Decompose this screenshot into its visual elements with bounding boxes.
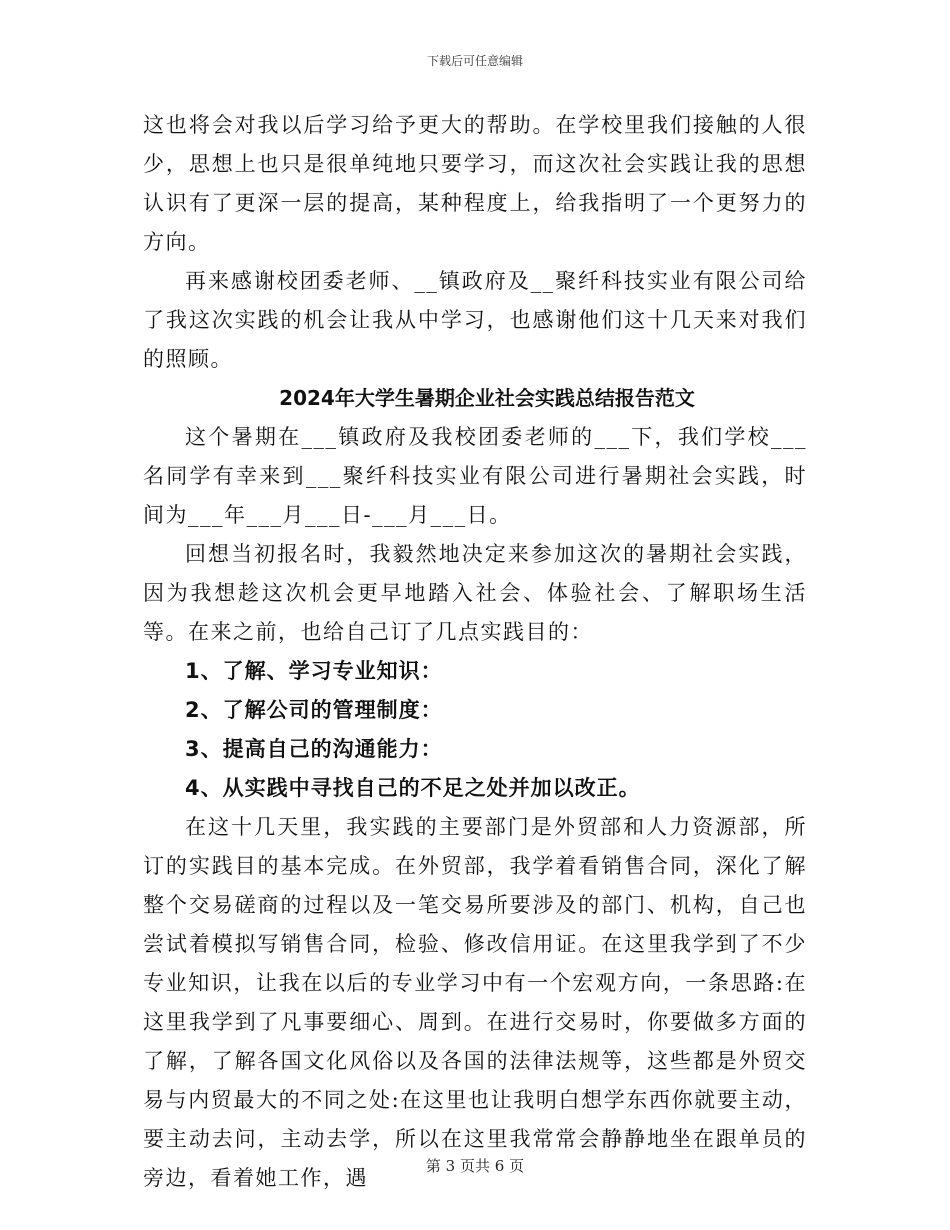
paragraph-thanks: 再来感谢校团委老师、__镇政府及__聚纤科技实业有限公司给了我这次实践的机会让我从中学习，也感谢他们这十几天来对我们的照顾。 — [143, 269, 807, 371]
goal-item-2: 2、了解公司的管理制度： — [185, 698, 443, 722]
paragraph-experience: 在这十几天里，我实践的主要部门是外贸部和人力资源部，所订的实践目的基本完成。在外贸部，我学着看销售合同，深化了解整个交易磋商的过程以及一笔交易所要涉及的部门、机构，自己也尝试着模拟写销售合同，检验、修改信用证。在这里我学到了不少专业知识，让我在以后的专业学习中有一个宏观方向，一条思路:在这里我学到了凡事要细心、周到。在进行交易时，你要做多方面的了解，了解各国文化风俗以及各国的法律法规等，这些都是外贸交易与内贸最大的不同之处:在这里也让我明白想学东西你就要主动，要主动去问，主动去学，所以在这里我常常会静静地坐在跟单员的旁边，看着她工作，遇 — [143, 815, 807, 1190]
document-body — [143, 106, 807, 1198]
page-footer: 第 3 页共 6 页 — [425, 1157, 525, 1175]
paragraph-continuation: 这也将会对我以后学习给予更大的帮助。在学校里我们接触的人很少，思想上也只是很单纯地只要学习，而这次社会实践让我的思想认识有了更深一层的提高，某种程度上，给我指明了一个更努力的方向。 — [143, 113, 807, 254]
goal-item-1: 1、了解、学习专业知识： — [185, 659, 443, 683]
page-header: 下载后可任意编辑 — [426, 54, 523, 68]
goal-item-3: 3、提高自己的沟通能力： — [185, 737, 443, 761]
goal-item-4: 4、从实践中寻找自己的不足之处并加以改正。 — [185, 776, 641, 800]
paragraph-intro: 这个暑期在___镇政府及我校团委老师的___下，我们学校___名同学有幸来到___聚纤科技实业有限公司进行暑期社会实践，时间为___年___月___日-___月___日。 — [143, 425, 807, 527]
paragraph-motivation: 回想当初报名时，我毅然地决定来参加这次的暑期社会实践，因为我想趁这次机会更早地踏入社会、体验社会、了解职场生活等。在来之前，也给自己订了几点实践目的： — [143, 542, 807, 644]
section-title: 2024年大学生暑期企业社会实践总结报告范文 — [279, 386, 695, 410]
